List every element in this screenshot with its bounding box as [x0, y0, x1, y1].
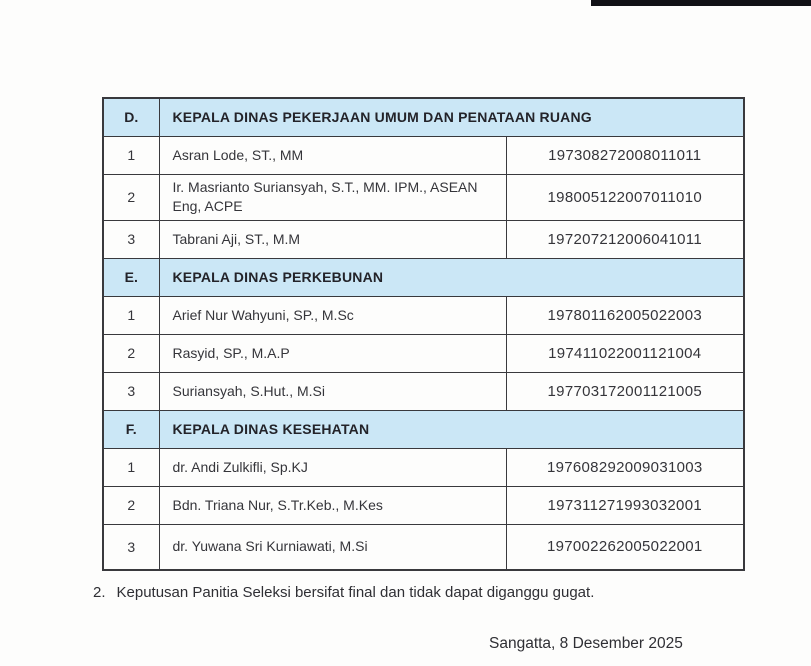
row-number-cell: 2: [103, 174, 159, 220]
table-row: [103, 136, 744, 174]
section-header-row: [103, 258, 744, 296]
scan-artifact-bar: [591, 0, 811, 6]
section-letter: E.: [103, 258, 159, 296]
table-row: [103, 174, 744, 220]
table-row: [103, 334, 744, 372]
nip-cell: 197801162005022003: [506, 296, 744, 334]
nip-cell: 197311271993032001: [506, 486, 744, 524]
section-title: KEPALA DINAS KESEHATAN: [159, 410, 744, 448]
section-title: KEPALA DINAS PEKERJAAN UMUM DAN PENATAAN RUANG: [159, 98, 744, 136]
name-cell: Arief Nur Wahyuni, SP., M.Sc: [159, 296, 506, 334]
section-letter: D.: [103, 98, 159, 136]
table-row: [103, 486, 744, 524]
signature-place-date: Sangatta, 8 Desember 2025: [489, 635, 683, 652]
section-title: KEPALA DINAS PERKEBUNAN: [159, 258, 744, 296]
row-number-cell: 2: [103, 486, 159, 524]
nip-cell: 197308272008011011: [506, 136, 744, 174]
table-row: [103, 524, 744, 570]
row-number-cell: 3: [103, 524, 159, 570]
nip-cell: 197703172001121005: [506, 372, 744, 410]
footnote-text: Keputusan Panitia Seleksi bersifat final dan tidak dapat diganggu gugat.: [116, 584, 595, 601]
nip-cell: 197411022001121004: [506, 334, 744, 372]
footnote-number: 2.: [93, 584, 106, 601]
name-cell: Ir. Masrianto Suriansyah, S.T., MM. IPM., ASEAN Eng, ACPE: [159, 174, 506, 220]
table-row: [103, 372, 744, 410]
table-row: [103, 296, 744, 334]
row-number-cell: 3: [103, 372, 159, 410]
table-row: [103, 220, 744, 258]
name-cell: dr. Yuwana Sri Kurniawati, M.Si: [159, 524, 506, 570]
name-cell: Suriansyah, S.Hut., M.Si: [159, 372, 506, 410]
row-number-cell: 1: [103, 448, 159, 486]
row-number-cell: 2: [103, 334, 159, 372]
nip-cell: 197002262005022001: [506, 524, 744, 570]
section-header-row: [103, 410, 744, 448]
row-number-cell: 1: [103, 296, 159, 334]
section-header-row: [103, 98, 744, 136]
section-letter: F.: [103, 410, 159, 448]
name-cell: Tabrani Aji, ST., M.M: [159, 220, 506, 258]
nip-cell: 198005122007011010: [506, 174, 744, 220]
name-cell: Bdn. Triana Nur, S.Tr.Keb., M.Kes: [159, 486, 506, 524]
footnote: [93, 584, 594, 601]
selection-results-table: [102, 97, 745, 571]
table-row: [103, 448, 744, 486]
nip-cell: 197608292009031003: [506, 448, 744, 486]
row-number-cell: 3: [103, 220, 159, 258]
nip-cell: 197207212006041011: [506, 220, 744, 258]
row-number-cell: 1: [103, 136, 159, 174]
name-cell: Rasyid, SP., M.A.P: [159, 334, 506, 372]
name-cell: dr. Andi Zulkifli, Sp.KJ: [159, 448, 506, 486]
name-cell: Asran Lode, ST., MM: [159, 136, 506, 174]
